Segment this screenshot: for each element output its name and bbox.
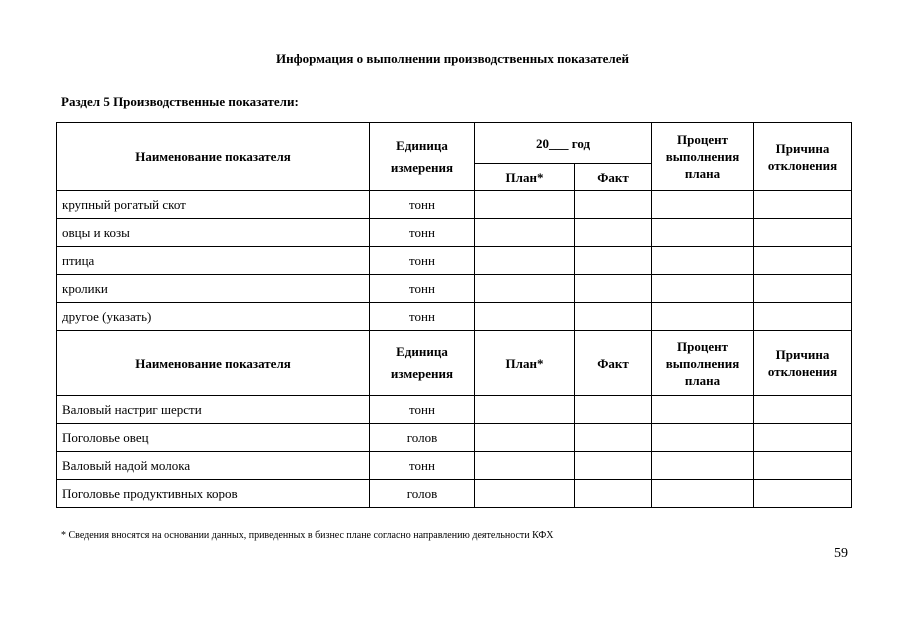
cell-reason[interactable] [754,191,852,219]
cell-plan[interactable] [475,191,575,219]
header-reason: Причина отклонения [754,123,852,191]
row-unit: тонн [370,396,475,424]
row-unit: тонн [370,275,475,303]
row-unit: тонн [370,219,475,247]
row-unit: тонн [370,303,475,331]
cell-plan[interactable] [475,303,575,331]
table2-header-row [57,331,852,396]
header-unit-line1: Единица [396,344,448,359]
cell-plan[interactable] [475,424,575,452]
cell-reason[interactable] [754,219,852,247]
table-row [57,275,852,303]
cell-percent[interactable] [652,480,754,508]
cell-percent[interactable] [652,191,754,219]
table-row [57,424,852,452]
cell-fact[interactable] [575,219,652,247]
row-name: Валовый надой молока [57,452,370,480]
header-year: 20___ год [475,123,652,164]
header-unit [370,123,475,191]
row-unit: тонн [370,452,475,480]
cell-reason[interactable] [754,247,852,275]
header-percent: Процент выполнения плана [652,123,754,191]
cell-fact[interactable] [575,424,652,452]
cell-reason[interactable] [754,303,852,331]
table-row [57,303,852,331]
row-name: Валовый настриг шерсти [57,396,370,424]
cell-fact[interactable] [575,247,652,275]
cell-reason[interactable] [754,424,852,452]
cell-reason[interactable] [754,396,852,424]
header-percent: Процент выполнения плана [652,331,754,396]
row-unit: голов [370,424,475,452]
table1-header-row [57,123,852,164]
cell-fact[interactable] [575,480,652,508]
header-indicator-name: Наименование показателя [57,331,370,396]
row-unit: голов [370,480,475,508]
cell-fact[interactable] [575,303,652,331]
cell-reason[interactable] [754,275,852,303]
header-unit-line2: измерения [390,366,454,381]
production-indicators-table [56,122,852,508]
cell-fact[interactable] [575,275,652,303]
cell-percent[interactable] [652,247,754,275]
cell-percent[interactable] [652,396,754,424]
header-indicator-name: Наименование показателя [57,123,370,191]
cell-percent[interactable] [652,424,754,452]
section-title: Раздел 5 Производственные показатели: [61,94,299,109]
row-name: овцы и козы [57,219,370,247]
table-row [57,219,852,247]
header-unit-line2: измерения [390,159,454,175]
row-unit: тонн [370,191,475,219]
header-fact: Факт [575,331,652,396]
header-fact: Факт [575,164,652,191]
cell-plan[interactable] [475,480,575,508]
footnote: * Сведения вносятся на основании данных, приведенных в бизнес плане согласно направлению деятельности КФХ [61,530,554,541]
cell-plan[interactable] [475,452,575,480]
table-row [57,480,852,508]
row-name: другое (указать) [57,303,370,331]
cell-plan[interactable] [475,219,575,247]
document-title: Информация о выполнении производственных показателей [276,51,629,66]
row-unit: тонн [370,247,475,275]
row-name: крупный рогатый скот [57,191,370,219]
header-plan: План* [475,331,575,396]
header-plan: План* [475,164,575,191]
table-row [57,396,852,424]
cell-percent[interactable] [652,219,754,247]
cell-plan[interactable] [475,275,575,303]
cell-plan[interactable] [475,247,575,275]
table-row [57,452,852,480]
table-row [57,247,852,275]
cell-plan[interactable] [475,396,575,424]
header-reason: Причина отклонения [754,331,852,396]
row-name: Поголовье овец [57,424,370,452]
cell-percent[interactable] [652,452,754,480]
cell-fact[interactable] [575,452,652,480]
cell-percent[interactable] [652,303,754,331]
cell-fact[interactable] [575,191,652,219]
row-name: птица [57,247,370,275]
cell-percent[interactable] [652,275,754,303]
row-name: кролики [57,275,370,303]
cell-reason[interactable] [754,480,852,508]
header-unit [370,331,475,396]
header-unit-line1: Единица [396,137,448,153]
table-row [57,191,852,219]
cell-fact[interactable] [575,396,652,424]
page-number: 59 [834,546,848,561]
cell-reason[interactable] [754,452,852,480]
row-name: Поголовье продуктивных коров [57,480,370,508]
